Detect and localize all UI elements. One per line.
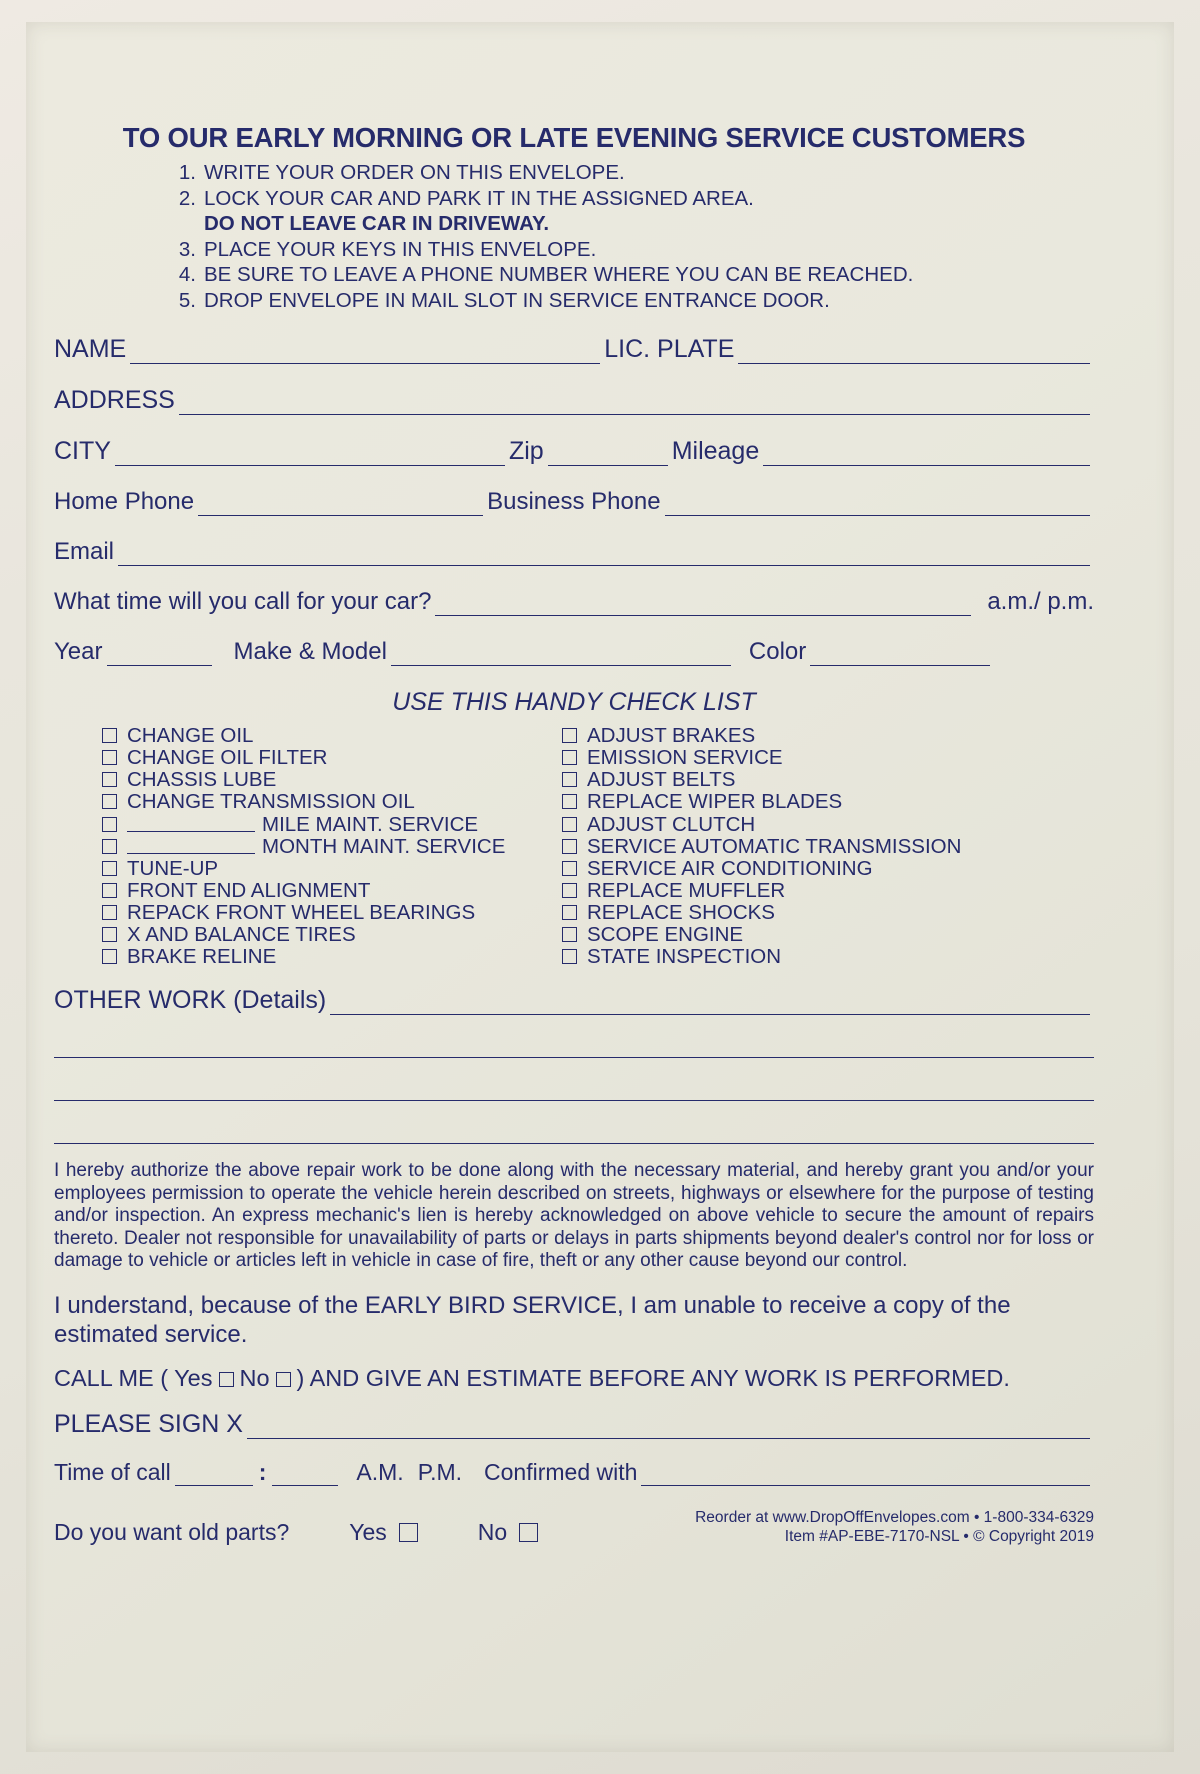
instruction-number: 1. (178, 161, 196, 184)
checklist-item-label: X AND BALANCE TIRES (127, 922, 356, 946)
checklist-item[interactable] (102, 747, 562, 768)
call-me-row (54, 1365, 1094, 1392)
checklist-item[interactable] (102, 880, 562, 901)
checkbox-icon[interactable] (562, 817, 577, 832)
time-of-call-minute-input[interactable] (272, 1463, 338, 1486)
checkbox-icon[interactable] (102, 927, 117, 942)
old-parts-row (54, 1519, 538, 1546)
checklist-item[interactable] (102, 769, 562, 790)
checklist-item-label: CHANGE OIL FILTER (127, 746, 328, 770)
instruction-item-3 (174, 237, 1094, 263)
instruction-number: 2. (178, 186, 196, 210)
instruction-warning-row (174, 211, 1094, 237)
ampm-label: a.m./ p.m. (987, 588, 1094, 615)
checklist-item[interactable] (102, 725, 562, 746)
confirmed-with-input[interactable] (641, 1463, 1090, 1486)
phones-row (54, 488, 1094, 516)
name-row (54, 335, 1094, 364)
vehicle-row (54, 638, 1094, 666)
page-title: TO OUR EARLY MORNING OR LATE EVENING SERVICE CUSTOMERS (122, 122, 1026, 153)
checkbox-icon[interactable] (562, 794, 577, 809)
checklist-item-label: REPLACE SHOCKS (587, 900, 775, 924)
signature-row (54, 1410, 1094, 1439)
checklist-item-label: SCOPE ENGINE (587, 922, 744, 946)
checkbox-icon[interactable] (102, 905, 117, 920)
checklist-item-label: SERVICE AUTOMATIC TRANSMISSION (587, 834, 962, 858)
checkbox-icon[interactable] (102, 750, 117, 765)
footer-row (54, 1508, 1094, 1546)
customer-fields (54, 335, 1094, 666)
home-phone-label: Home Phone (54, 488, 195, 515)
checklist-item[interactable] (562, 946, 1022, 967)
month-interval-input[interactable] (127, 839, 255, 854)
address-label: ADDRESS (54, 386, 175, 414)
instructions-list (174, 160, 1094, 313)
checklist-column-right (562, 725, 1022, 968)
checklist-item[interactable] (102, 902, 562, 923)
checklist-item-label: CHASSIS LUBE (127, 768, 277, 792)
instruction-item-5 (174, 288, 1094, 314)
checklist-item[interactable] (102, 946, 562, 967)
call-time-input[interactable] (435, 593, 971, 616)
checklist-item[interactable] (102, 924, 562, 945)
address-row (54, 386, 1094, 415)
name-label: NAME (54, 335, 127, 363)
checklist-item[interactable] (562, 813, 1022, 834)
reorder-line-1: Reorder at www.DropOffEnvelopes.com • 1-800-334-6329 (695, 1508, 1094, 1526)
mile-interval-input[interactable] (127, 817, 255, 832)
checklist-item[interactable] (102, 835, 562, 856)
instruction-number: 5. (178, 288, 196, 312)
please-sign-label: PLEASE SIGN X (54, 1409, 243, 1438)
authorization-text: I hereby authorize the above repair work to be done along with the necessary material, and hereby grant you and/or your employees permission to operate the vehicle herein described on streets, highways or elsewhere for the purpose of testing and/or inspection. An express mechanic's lien is hereby acknowledged on above vehicle to secure the amount of repairs thereto. Dealer not responsible for unavailability of parts or delays in parts shipments beyond dealer's control nor for loss or damage to vehicle or articles left in vehicle in case of fire, theft or any other cause beyond our control. (54, 1160, 1094, 1272)
time-colon: : (258, 1458, 267, 1485)
zip-label: Zip (508, 437, 544, 465)
old-parts-yes-label: Yes (349, 1518, 387, 1545)
checkbox-icon[interactable] (562, 883, 577, 898)
checklist-item[interactable] (102, 791, 562, 812)
time-of-call-label: Time of call (54, 1458, 171, 1485)
old-parts-label: Do you want old parts? (54, 1518, 290, 1545)
checklist-title: USE THIS HANDY CHECK LIST (392, 688, 756, 716)
checklist-item-label: CHANGE OIL (127, 724, 254, 748)
reorder-info (695, 1508, 1094, 1546)
checklist-item[interactable] (102, 813, 562, 834)
mileage-label: Mileage (671, 437, 760, 465)
checkbox-icon[interactable] (102, 817, 117, 832)
year-label: Year (54, 638, 103, 665)
checkbox-icon[interactable] (562, 861, 577, 876)
email-row (54, 538, 1094, 566)
checklist-item[interactable] (562, 858, 1022, 879)
checklist-item-label: MONTH MAINT. SERVICE (262, 834, 506, 858)
checklist-item-label: FRONT END ALIGNMENT (127, 878, 371, 902)
confirmed-with-label: Confirmed with (484, 1458, 638, 1485)
lic-plate-input[interactable] (738, 341, 1090, 364)
instruction-text: DROP ENVELOPE IN MAIL SLOT IN SERVICE ENTRANCE DOOR. (204, 288, 830, 312)
call-me-yes-checkbox[interactable] (219, 1372, 234, 1387)
other-work-row (54, 986, 1094, 1015)
old-parts-no-label: No (477, 1518, 508, 1545)
old-parts-no-checkbox[interactable] (519, 1523, 538, 1542)
color-input[interactable] (810, 643, 990, 666)
other-work-input-2[interactable] (54, 1019, 1094, 1058)
checkbox-icon[interactable] (102, 839, 117, 854)
reorder-line-2: Item #AP-EBE-7170-NSL • © Copyright 2019 (784, 1527, 1094, 1545)
checklist-item-label: REPLACE MUFFLER (587, 878, 786, 902)
email-input[interactable] (118, 543, 1090, 566)
service-checklist (102, 725, 1094, 968)
signature-input[interactable] (247, 1416, 1090, 1439)
checklist-item-label: BRAKE RELINE (127, 945, 277, 969)
checkbox-icon[interactable] (102, 949, 117, 964)
checklist-item[interactable] (562, 791, 1022, 812)
checklist-item-label: REPACK FRONT WHEEL BEARINGS (127, 900, 476, 924)
checkbox-icon[interactable] (562, 772, 577, 787)
checkbox-icon[interactable] (562, 905, 577, 920)
checklist-item[interactable] (562, 769, 1022, 790)
checklist-item-label: ADJUST CLUTCH (587, 812, 756, 836)
instruction-text: WRITE YOUR ORDER ON THIS ENVELOPE. (204, 161, 625, 184)
checklist-column-left (102, 725, 562, 968)
name-input[interactable] (130, 341, 600, 364)
make-model-input[interactable] (391, 643, 731, 666)
pm-label: P.M. (417, 1458, 463, 1485)
checkbox-icon[interactable] (562, 728, 577, 743)
checklist-item-label: SERVICE AIR CONDITIONING (587, 856, 873, 880)
checklist-item[interactable] (562, 902, 1022, 923)
checklist-item-label: STATE INSPECTION (587, 945, 782, 969)
instruction-text: BE SURE TO LEAVE A PHONE NUMBER WHERE YOU CAN BE REACHED. (204, 263, 914, 286)
checkbox-icon[interactable] (102, 794, 117, 809)
mileage-input[interactable] (763, 443, 1090, 466)
call-me-suffix: ) AND GIVE AN ESTIMATE BEFORE ANY WORK IS PERFORMED. (296, 1364, 1010, 1391)
checkbox-icon[interactable] (102, 883, 117, 898)
checklist-item-label: MILE MAINT. SERVICE (262, 812, 479, 836)
city-zip-mileage-row (54, 437, 1094, 466)
checkbox-icon[interactable] (102, 861, 117, 876)
instruction-item-2 (174, 186, 1094, 212)
am-label: A.M. (356, 1458, 404, 1485)
checklist-item-label: REPLACE WIPER BLADES (587, 790, 843, 814)
checklist-item-label: EMISSION SERVICE (587, 746, 783, 770)
understanding-text: I understand, because of the EARLY BIRD SERVICE, I am unable to receive a copy of the estimated service. (54, 1291, 1011, 1348)
year-input[interactable] (107, 643, 212, 666)
checklist-item[interactable] (562, 725, 1022, 746)
checkbox-icon[interactable] (102, 728, 117, 743)
checkbox-icon[interactable] (562, 949, 577, 964)
city-input[interactable] (115, 443, 505, 466)
checkbox-icon[interactable] (562, 927, 577, 942)
call-me-no-checkbox[interactable] (276, 1372, 291, 1387)
instruction-text: PLACE YOUR KEYS IN THIS ENVELOPE. (204, 237, 597, 261)
instruction-number: 3. (178, 237, 196, 261)
other-work-input-3[interactable] (54, 1062, 1094, 1101)
business-phone-label: Business Phone (487, 488, 661, 515)
city-label: CITY (54, 437, 111, 465)
instruction-number: 4. (178, 263, 196, 286)
checklist-item[interactable] (562, 924, 1022, 945)
instruction-item-4 (174, 262, 1094, 288)
time-of-call-row (54, 1459, 1094, 1486)
call-me-prefix: CALL ME ( Yes (54, 1364, 213, 1391)
lic-plate-label: LIC. PLATE (604, 335, 735, 363)
other-work-input-4[interactable] (54, 1105, 1094, 1144)
checklist-item[interactable] (102, 858, 562, 879)
form-content (54, 122, 1094, 1546)
driveway-warning: DO NOT LEAVE CAR IN DRIVEWAY. (204, 212, 550, 235)
other-work-input-1[interactable] (330, 992, 1090, 1015)
checklist-item[interactable] (562, 835, 1022, 856)
time-of-call-hour-input[interactable] (175, 1463, 253, 1486)
call-time-row (54, 588, 1094, 616)
checkbox-icon[interactable] (102, 772, 117, 787)
email-label: Email (54, 538, 115, 565)
call-me-no-label: No (239, 1364, 270, 1391)
checklist-item[interactable] (562, 880, 1022, 901)
checklist-item[interactable] (562, 747, 1022, 768)
old-parts-yes-checkbox[interactable] (399, 1523, 418, 1542)
checkbox-icon[interactable] (562, 750, 577, 765)
home-phone-input[interactable] (198, 493, 483, 516)
checklist-item-label: ADJUST BELTS (587, 768, 736, 792)
make-model-label: Make & Model (233, 638, 387, 665)
checkbox-icon[interactable] (562, 839, 577, 854)
zip-input[interactable] (548, 443, 668, 466)
call-time-label: What time will you call for your car? (54, 588, 432, 615)
checklist-item-label: TUNE-UP (127, 856, 219, 880)
other-work-label: OTHER WORK (Details) (54, 986, 327, 1015)
checklist-item-label: ADJUST BRAKES (587, 724, 756, 748)
color-label: Color (748, 638, 807, 665)
instruction-item-1 (174, 160, 1094, 186)
checklist-item-label: CHANGE TRANSMISSION OIL (127, 790, 415, 814)
instruction-text: LOCK YOUR CAR AND PARK IT IN THE ASSIGNED AREA. (204, 186, 754, 210)
address-input[interactable] (179, 392, 1090, 415)
business-phone-input[interactable] (665, 493, 1090, 516)
